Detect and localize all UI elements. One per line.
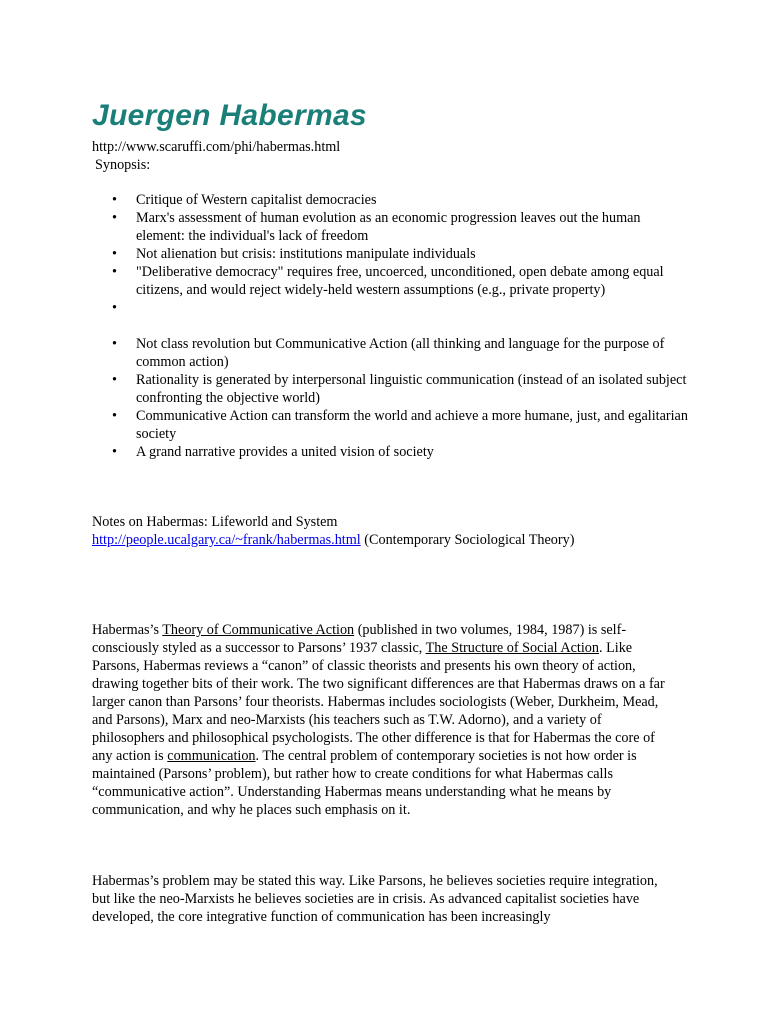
notes-source-line bbox=[92, 531, 574, 549]
page-title: Juergen Habermas bbox=[92, 99, 367, 132]
list-item: • Marx's assessment of human evolution as an economic progression leaves out the human element: the individual's lack of freedom bbox=[92, 209, 692, 245]
list-item-empty bbox=[92, 299, 692, 317]
paragraph-problem: Habermas’s problem may be stated this way. Like Parsons, he believes societies require integration, but like the neo-Marxists he believes societies are in crisis. As advanced capitalist societies have developed, the core integrative function of communication has been increasingly bbox=[92, 873, 658, 925]
paragraph-text: . Like Parsons, Habermas reviews a “canon” of classic theorists and presents his own theory of action, drawing together bits of their work. The two significant differences are that Habermas draws on a far larger canon than Parsons’ four theorists. Habermas includes sociologists (Weber, Durkheim, Mead, and Parsons), Marx and neo-Marxists (his teachers such as T.W. Adorno), and a variety of philosophers and philosophical psychologists. The other difference is that for Habermas the core of any action is bbox=[92, 640, 665, 764]
notes-heading: Notes on Habermas: Lifeworld and System bbox=[92, 514, 338, 530]
synopsis-label: Synopsis: bbox=[95, 157, 151, 173]
source-url: http://www.scaruffi.com/phi/habermas.html bbox=[92, 139, 341, 155]
book-title-structure: The Structure of Social Action bbox=[425, 640, 599, 656]
list-item: • Rationality is generated by interpersonal linguistic communication (instead of an isolated subject confronting the objective world) bbox=[92, 371, 692, 407]
book-title-theory: Theory of Communicative Action bbox=[162, 622, 355, 638]
paragraph-text: (published in two volumes, 1984, 1987) is self-consciously styled as a successor to Parsons’ 1937 classic, bbox=[92, 622, 627, 656]
paragraph-theory bbox=[92, 621, 674, 819]
list-item: • Not alienation but crisis: institutions manipulate individuals bbox=[92, 245, 692, 263]
paragraph-text: . The central problem of contemporary societies is not how order is maintained (Parsons’ problem), but rather how to create conditions for what Habermas calls “communicative action”. Understanding Habermas means understanding what he means by communication, and why he places such emphasis on it. bbox=[92, 748, 637, 818]
paragraph-text: Habermas’s bbox=[92, 622, 163, 638]
list-item: • Not class revolution but Communicative Action (all thinking and language for the purpose of common action) bbox=[92, 335, 692, 371]
list-item: • Critique of Western capitalist democracies bbox=[92, 191, 692, 209]
habermas-notes-link[interactable]: http://people.ucalgary.ca/~frank/habermas.html bbox=[92, 532, 361, 548]
list-item: • Communicative Action can transform the world and achieve a more humane, just, and egalitarian society bbox=[92, 407, 692, 443]
emphasis-communication: communication bbox=[167, 748, 256, 764]
list-item: • "Deliberative democracy" requires free, uncoerced, unconditioned, open debate among equal citizens, and would reject widely-held western assumptions (e.g., private property) bbox=[92, 263, 692, 299]
list-item: • A grand narrative provides a united vision of society bbox=[92, 443, 692, 461]
notes-link-suffix: (Contemporary Sociological Theory) bbox=[360, 532, 575, 548]
synopsis-list bbox=[92, 191, 692, 461]
